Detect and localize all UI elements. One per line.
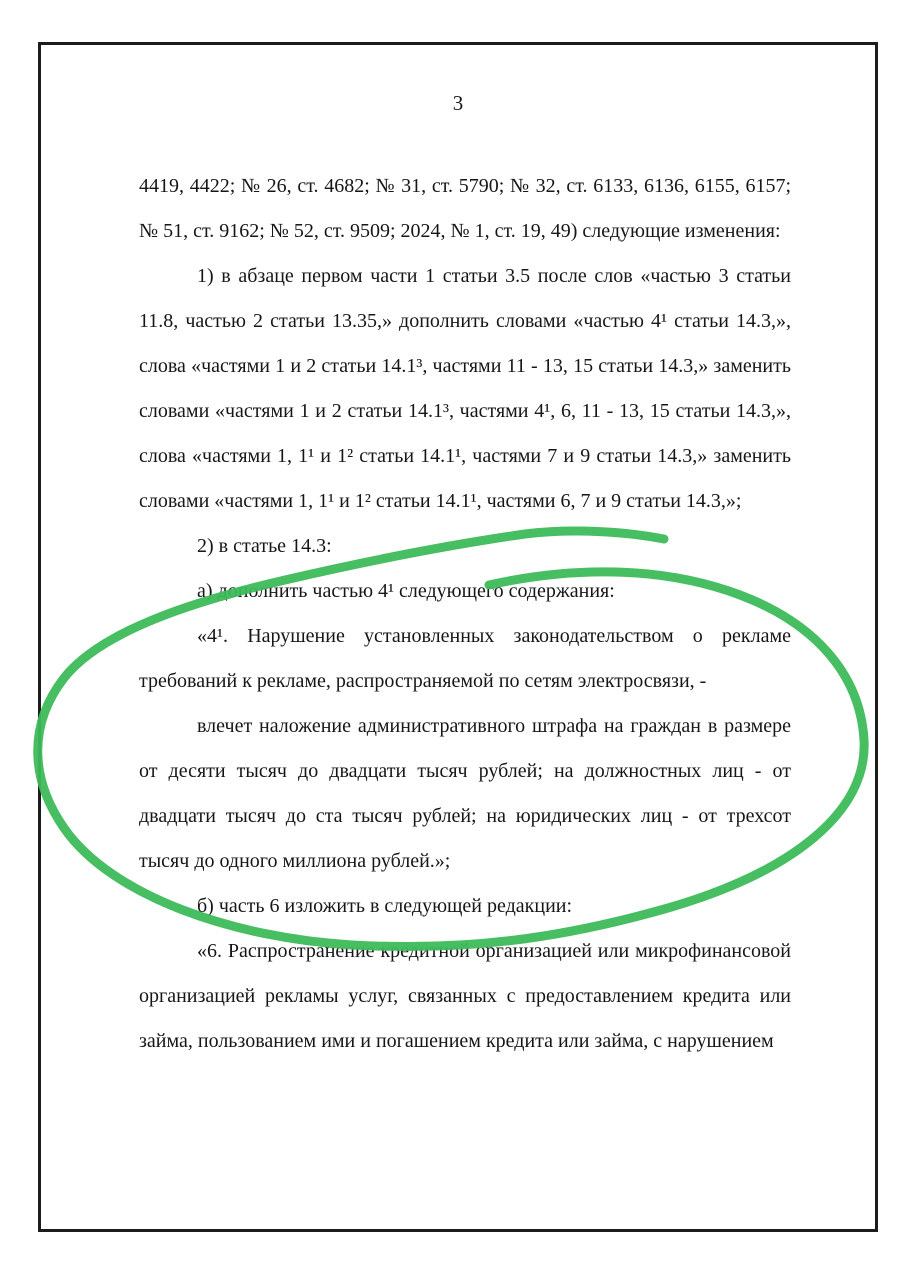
page-number: 3 — [452, 91, 464, 115]
paragraph: «4¹. Нарушение установленных законодательством о рекламе требований к рекламе, распространяемой по сетям электросвязи, - — [139, 625, 791, 692]
paragraph: а) дополнить частью 4¹ следующего содержания: — [197, 580, 615, 602]
paragraph: 2) в статье 14.3: — [197, 535, 332, 557]
paragraph: 1) в абзаце первом части 1 статьи 3.5 после слов «частью 3 статьи 11.8, частью 2 статьи 13.35,» дополнить словами «частью 4¹ статьи 14.3,», слова «частями 1 и 2 статьи 14.1³, частями 11 - 13, 15 статьи 14.3,» заменить словами «частями 1 и 2 статьи 14.1³, частями 4¹, 6, 11 - 13, 15 статьи 14.3,», слова «частями 1, 1¹ и 1² статьи 14.1¹, частями 7 и 9 статьи 14.3,» заменить словами «частями 1, 1¹ и 1² статьи 14.1¹, частями 6, 7 и 9 статьи 14.3,»; — [139, 265, 791, 512]
page-border-frame — [38, 42, 878, 1232]
document-body — [139, 164, 791, 1064]
paragraph: влечет наложение административного штрафа на граждан в размере от десяти тысяч до двадцати тысяч рублей; на должностных лиц - от двадцати тысяч до ста тысяч рублей; на юридических лиц - от трехсот тысяч до одного миллиона рублей.»; — [139, 715, 791, 872]
paragraph: б) часть 6 изложить в следующей редакции: — [197, 895, 573, 917]
paragraph: 4419, 4422; № 26, ст. 4682; № 31, ст. 5790; № 32, ст. 6133, 6136, 6155, 6157; № 51, ст. 9162; № 52, ст. 9509; 2024, № 1, ст. 19, 49) следующие изменения: — [139, 175, 791, 242]
paragraph: «6. Распространение кредитной организацией или микрофинансовой организацией рекламы услуг, связанных с предоставлением кредита или займа, пользованием ими и погашением кредита или займа, с нарушением — [139, 940, 791, 1052]
